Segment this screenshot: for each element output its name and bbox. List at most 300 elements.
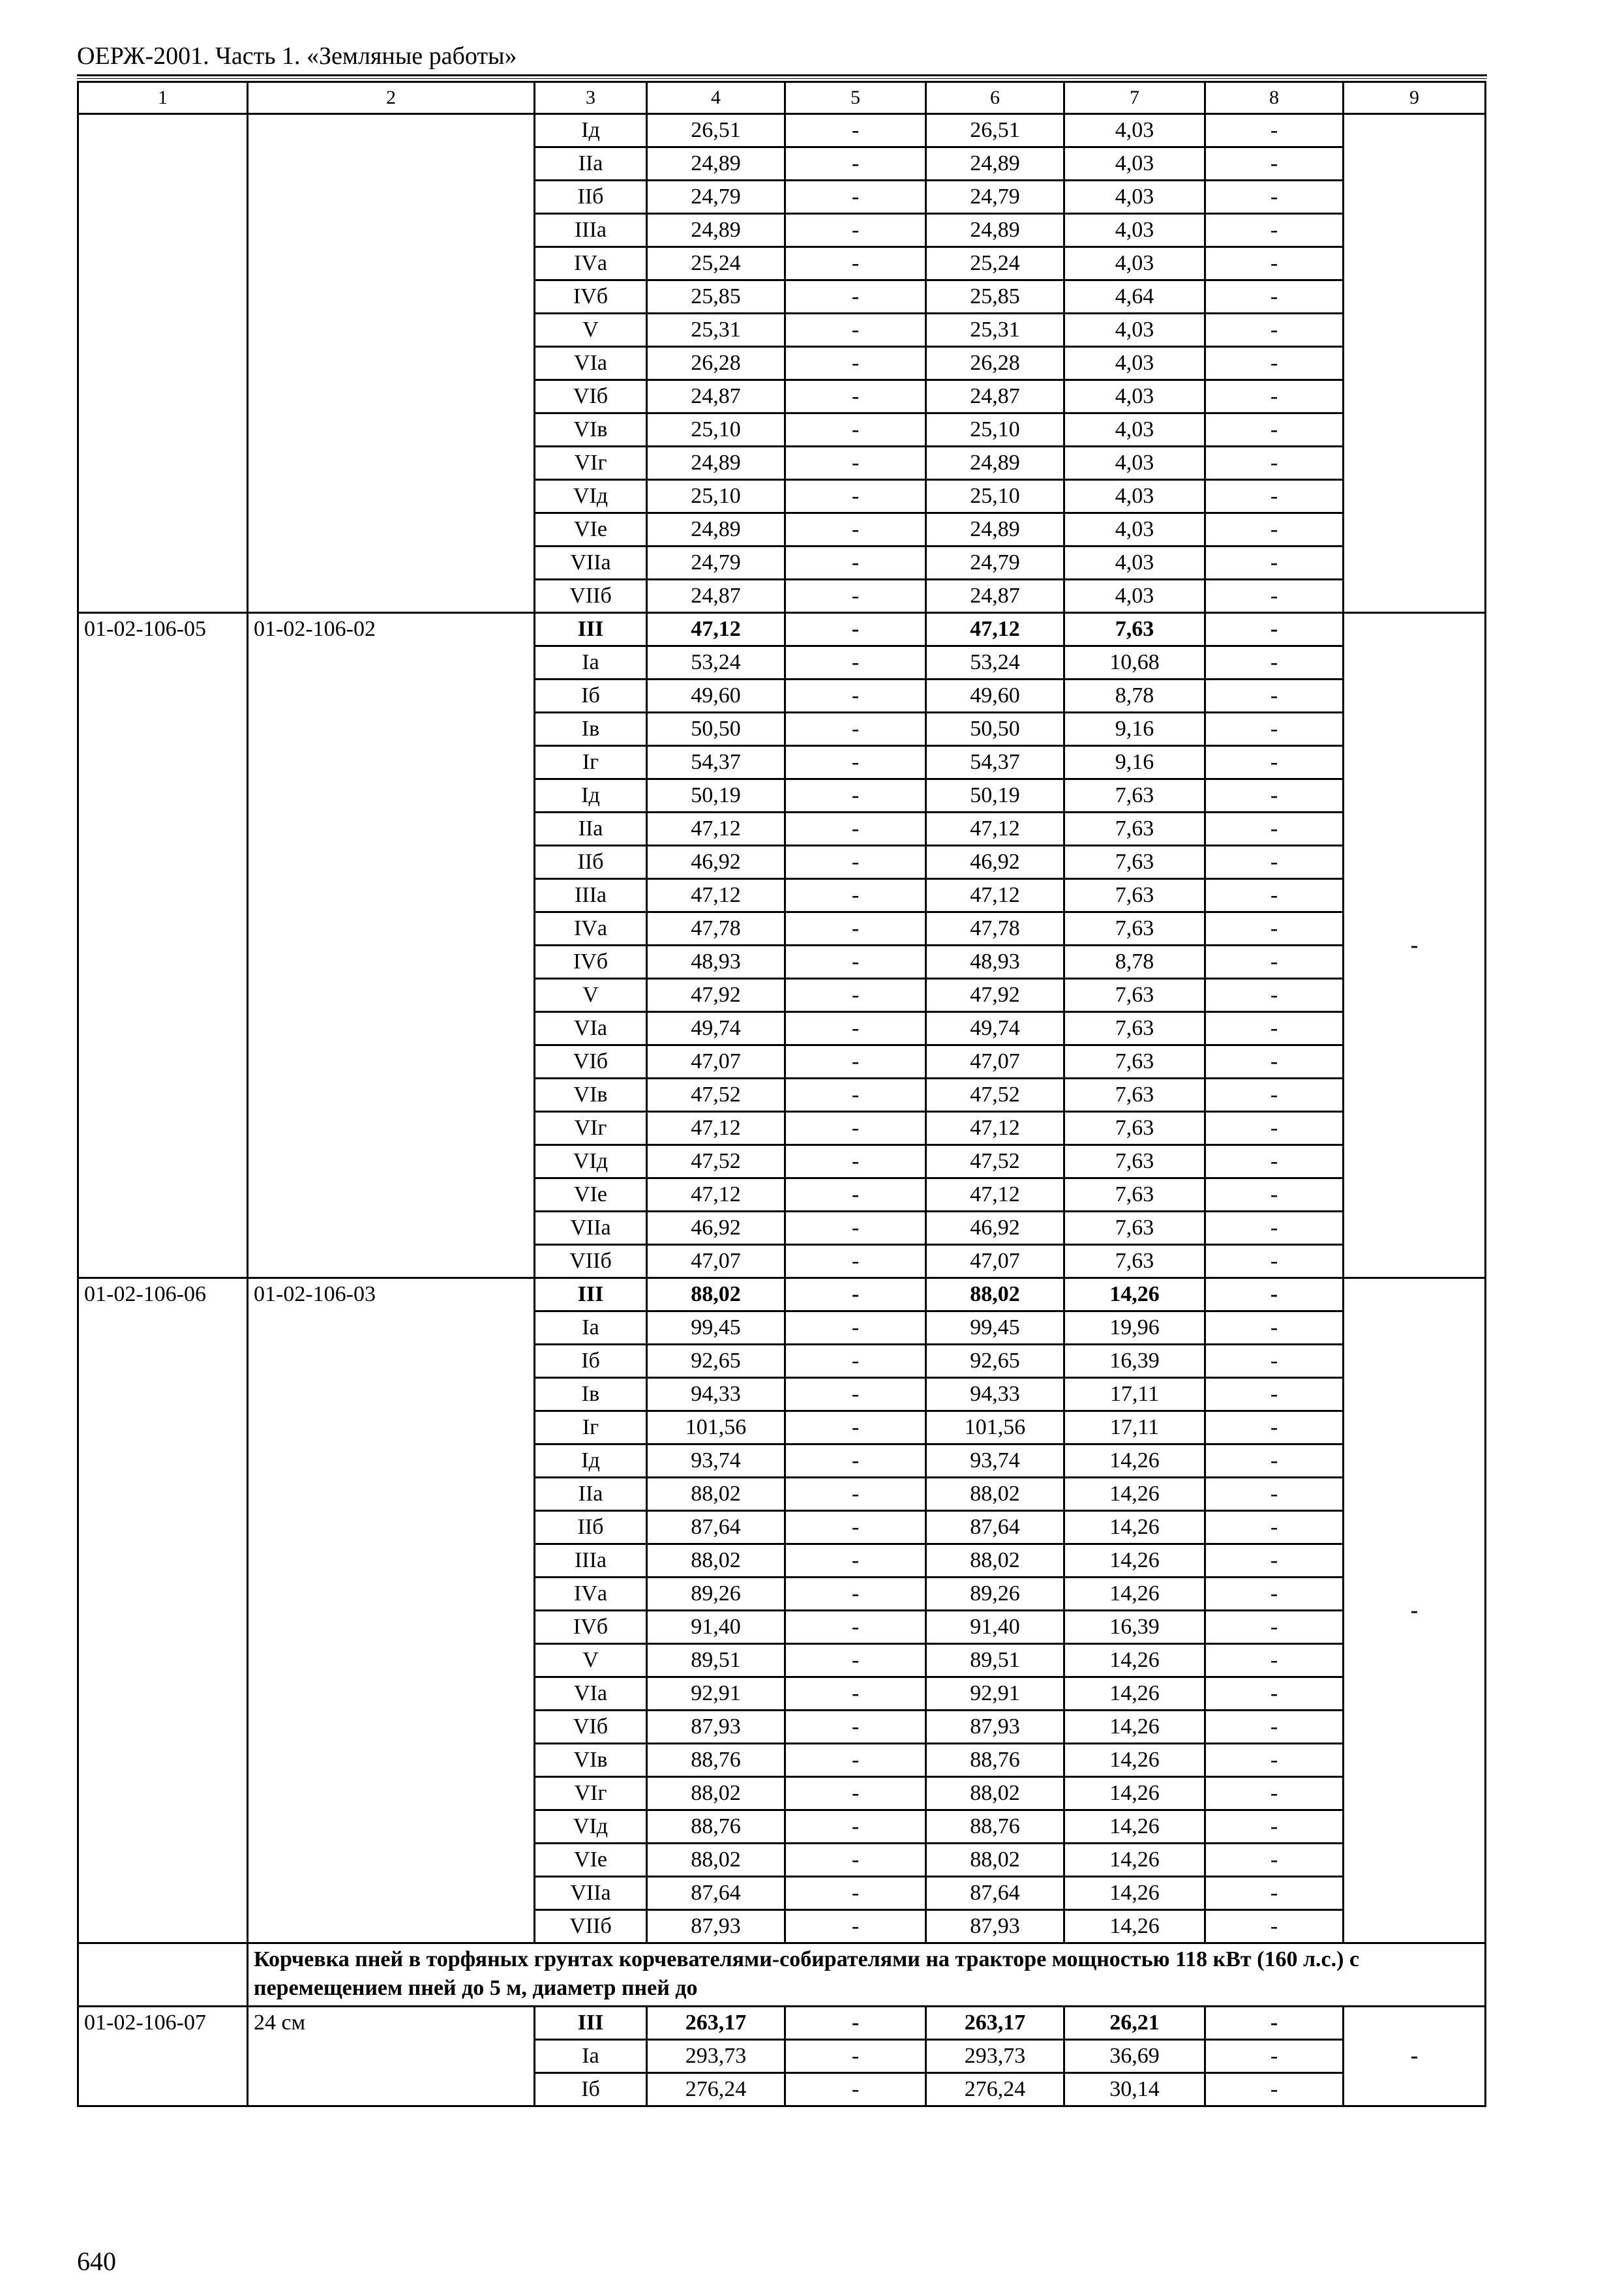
value-cell-col7: 4,03	[1064, 181, 1205, 214]
soil-group-cell: Iа	[535, 1311, 647, 1345]
value-cell-col7: 14,26	[1064, 1744, 1205, 1777]
value-cell-col8: -	[1205, 879, 1344, 912]
soil-group-cell: Iб	[535, 1345, 647, 1378]
value-cell-col8: -	[1205, 1444, 1344, 1478]
value-cell-col5: -	[785, 1245, 926, 1278]
value-cell-col5: -	[785, 1079, 926, 1112]
value-cell-col8: -	[1205, 1777, 1344, 1810]
soil-group-cell: VIIа	[535, 1212, 647, 1245]
value-cell-col5: -	[785, 746, 926, 779]
value-cell-col4: 263,17	[647, 2007, 785, 2040]
value-cell-col7: 4,03	[1064, 480, 1205, 513]
value-cell-col5: -	[785, 1744, 926, 1777]
value-cell-col5: -	[785, 613, 926, 646]
value-cell-col6: 87,64	[926, 1511, 1064, 1544]
value-cell-col5: -	[785, 646, 926, 680]
value-cell-col4: 24,87	[647, 380, 785, 413]
soil-group-cell: VIIб	[535, 1245, 647, 1278]
value-cell-col7: 4,03	[1064, 247, 1205, 280]
soil-group-cell: VIд	[535, 1810, 647, 1844]
value-cell-col7: 14,26	[1064, 1711, 1205, 1744]
column-number-row	[78, 82, 1486, 114]
value-cell-col5: -	[785, 1145, 926, 1178]
value-cell-col7: 8,78	[1064, 946, 1205, 979]
soil-group-cell: Iв	[535, 713, 647, 746]
value-cell-col5: -	[785, 1611, 926, 1644]
value-cell-col8: -	[1205, 1544, 1344, 1578]
value-cell-col8: -	[1205, 247, 1344, 280]
rate-code-cell: 01-02-106-05	[78, 613, 248, 1278]
value-cell-col4: 47,78	[647, 912, 785, 946]
value-cell-col8: -	[1205, 413, 1344, 447]
value-cell-col6: 47,92	[926, 979, 1064, 1012]
value-cell-col5: -	[785, 1045, 926, 1079]
value-cell-col8: -	[1205, 480, 1344, 513]
value-cell-col8: -	[1205, 779, 1344, 813]
value-cell-col6: 47,12	[926, 613, 1064, 646]
value-cell-col8: -	[1205, 347, 1344, 380]
value-cell-col8: -	[1205, 1345, 1344, 1378]
value-cell-col5: -	[785, 1012, 926, 1045]
soil-group-cell: III	[535, 2007, 647, 2040]
value-cell-col5: -	[785, 979, 926, 1012]
value-cell-col5: -	[785, 1844, 926, 1877]
value-cell-col4: 24,89	[647, 214, 785, 247]
value-cell-col5: -	[785, 2040, 926, 2073]
value-cell-col4: 93,74	[647, 1444, 785, 1478]
value-cell-col6: 47,52	[926, 1079, 1064, 1112]
value-cell-col4: 49,60	[647, 680, 785, 713]
value-cell-col7: 26,21	[1064, 2007, 1205, 2040]
value-cell-col5: -	[785, 280, 926, 314]
value-cell-col6: 25,24	[926, 247, 1064, 280]
value-cell-col8: -	[1205, 846, 1344, 879]
value-cell-col6: 50,50	[926, 713, 1064, 746]
table-row	[78, 114, 1486, 147]
value-cell-col8: -	[1205, 447, 1344, 480]
value-cell-col7: 9,16	[1064, 713, 1205, 746]
value-cell-col8: -	[1205, 813, 1344, 846]
value-cell-col8: -	[1205, 713, 1344, 746]
column-number-header: 9	[1344, 82, 1486, 114]
soil-group-cell: VIIа	[535, 546, 647, 580]
value-cell-col6: 25,10	[926, 413, 1064, 447]
value-cell-col7: 7,63	[1064, 1245, 1205, 1278]
value-cell-col7: 7,63	[1064, 779, 1205, 813]
value-cell-col7: 4,03	[1064, 413, 1205, 447]
value-cell-col6: 47,12	[926, 1178, 1064, 1212]
value-cell-col7: 4,03	[1064, 214, 1205, 247]
value-cell-col5: -	[785, 214, 926, 247]
value-cell-col5: -	[785, 247, 926, 280]
soil-group-cell: Iв	[535, 1378, 647, 1411]
value-cell-col4: 47,12	[647, 613, 785, 646]
value-cell-col6: 101,56	[926, 1411, 1064, 1444]
value-cell-col5: -	[785, 1345, 926, 1378]
value-cell-col8: -	[1205, 2007, 1344, 2040]
value-cell-col4: 46,92	[647, 846, 785, 879]
value-cell-col8: -	[1205, 1677, 1344, 1711]
value-cell-col6: 26,28	[926, 347, 1064, 380]
value-cell-col6: 88,02	[926, 1544, 1064, 1578]
value-cell-col7: 7,63	[1064, 613, 1205, 646]
value-cell-col4: 47,92	[647, 979, 785, 1012]
value-cell-col6: 47,52	[926, 1145, 1064, 1178]
soil-group-cell: IIа	[535, 813, 647, 846]
value-cell-col5: -	[785, 114, 926, 147]
value-cell-col8: -	[1205, 1844, 1344, 1877]
value-cell-col7: 14,26	[1064, 1544, 1205, 1578]
value-cell-col6: 25,85	[926, 280, 1064, 314]
reference-code-cell: 24 см	[248, 2007, 535, 2106]
value-cell-col7: 14,26	[1064, 1777, 1205, 1810]
value-cell-col4: 54,37	[647, 746, 785, 779]
soil-group-cell: V	[535, 979, 647, 1012]
value-cell-col7: 4,03	[1064, 114, 1205, 147]
value-cell-col6: 91,40	[926, 1611, 1064, 1644]
page-header-title: ОЕРЖ-2001. Часть 1. «Земляные работы»	[77, 42, 517, 70]
value-cell-col7: 17,11	[1064, 1411, 1205, 1444]
value-cell-col5: -	[785, 912, 926, 946]
value-cell-col4: 49,74	[647, 1012, 785, 1045]
value-cell-col8: -	[1205, 1378, 1344, 1411]
value-cell-col4: 92,65	[647, 1345, 785, 1378]
value-cell-col4: 101,56	[647, 1411, 785, 1444]
value-cell-col8: -	[1205, 1145, 1344, 1178]
reference-code-cell: 01-02-106-02	[248, 613, 535, 1278]
header-rule-thick	[77, 74, 1487, 76]
value-cell-col4: 25,85	[647, 280, 785, 314]
value-cell-col8: -	[1205, 1611, 1344, 1644]
soil-group-cell: Iд	[535, 779, 647, 813]
value-cell-col5: -	[785, 879, 926, 912]
value-cell-col4: 88,02	[647, 1278, 785, 1311]
table-row	[78, 1278, 1486, 1311]
section-title: Корчевка пней в торфяных грунтах корчевателями-собирателями на тракторе мощностью 118 кВт (160 л.с.) с перемещением пней до 5 м, диаметр пней до	[248, 1943, 1486, 2007]
value-cell-col5: -	[785, 813, 926, 846]
value-cell-col6: 89,51	[926, 1644, 1064, 1677]
value-cell-col9	[1344, 114, 1486, 613]
value-cell-col7: 4,03	[1064, 513, 1205, 546]
value-cell-col7: 14,26	[1064, 1511, 1205, 1544]
soil-group-cell: VIб	[535, 1045, 647, 1079]
value-cell-col7: 4,03	[1064, 447, 1205, 480]
value-cell-col6: 87,64	[926, 1877, 1064, 1910]
value-cell-col6: 92,91	[926, 1677, 1064, 1711]
table-row	[78, 613, 1486, 646]
value-cell-col4: 24,89	[647, 447, 785, 480]
value-cell-col6: 263,17	[926, 2007, 1064, 2040]
value-cell-col8: -	[1205, 1810, 1344, 1844]
value-cell-col8: -	[1205, 1079, 1344, 1112]
value-cell-col7: 4,03	[1064, 314, 1205, 347]
value-cell-col7: 14,26	[1064, 1644, 1205, 1677]
value-cell-col5: -	[785, 713, 926, 746]
value-cell-col4: 87,64	[647, 1511, 785, 1544]
value-cell-col8: -	[1205, 546, 1344, 580]
value-cell-col6: 88,76	[926, 1810, 1064, 1844]
soil-group-cell: IVа	[535, 912, 647, 946]
value-cell-col8: -	[1205, 280, 1344, 314]
value-cell-col4: 92,91	[647, 1677, 785, 1711]
value-cell-col4: 53,24	[647, 646, 785, 680]
value-cell-col5: -	[785, 2007, 926, 2040]
value-cell-col6: 94,33	[926, 1378, 1064, 1411]
soil-group-cell: Iд	[535, 114, 647, 147]
value-cell-col8: -	[1205, 1478, 1344, 1511]
value-cell-col6: 276,24	[926, 2073, 1064, 2106]
value-cell-col8: -	[1205, 1744, 1344, 1777]
soil-group-cell: VIв	[535, 1744, 647, 1777]
value-cell-col7: 7,63	[1064, 846, 1205, 879]
soil-group-cell: Iг	[535, 746, 647, 779]
value-cell-col9: -	[1344, 1278, 1486, 1943]
price-table	[77, 81, 1486, 2107]
value-cell-col7: 4,03	[1064, 546, 1205, 580]
value-cell-col8: -	[1205, 912, 1344, 946]
value-cell-col8: -	[1205, 513, 1344, 546]
value-cell-col8: -	[1205, 1578, 1344, 1611]
value-cell-col4: 88,76	[647, 1810, 785, 1844]
value-cell-col6: 24,79	[926, 181, 1064, 214]
value-cell-col5: -	[785, 1112, 926, 1145]
value-cell-col5: -	[785, 413, 926, 447]
column-number-header: 1	[78, 82, 248, 114]
value-cell-col7: 14,26	[1064, 1278, 1205, 1311]
soil-group-cell: IVа	[535, 1578, 647, 1611]
value-cell-col6: 26,51	[926, 114, 1064, 147]
value-cell-col5: -	[785, 1711, 926, 1744]
value-cell-col9: -	[1344, 613, 1486, 1278]
value-cell-col6: 47,12	[926, 1112, 1064, 1145]
value-cell-col6: 24,89	[926, 447, 1064, 480]
soil-group-cell: VIб	[535, 1711, 647, 1744]
value-cell-col7: 7,63	[1064, 1045, 1205, 1079]
value-cell-col7: 4,03	[1064, 347, 1205, 380]
value-cell-col4: 91,40	[647, 1611, 785, 1644]
soil-group-cell: VIIб	[535, 1910, 647, 1943]
column-number-header: 4	[647, 82, 785, 114]
value-cell-col7: 10,68	[1064, 646, 1205, 680]
value-cell-col4: 48,93	[647, 946, 785, 979]
value-cell-col4: 24,79	[647, 181, 785, 214]
value-cell-col5: -	[785, 1910, 926, 1943]
section-spacer-cell	[78, 1943, 248, 2007]
value-cell-col8: -	[1205, 746, 1344, 779]
value-cell-col5: -	[785, 1578, 926, 1611]
value-cell-col4: 89,51	[647, 1644, 785, 1677]
value-cell-col4: 88,76	[647, 1744, 785, 1777]
column-number-header: 5	[785, 82, 926, 114]
value-cell-col6: 49,60	[926, 680, 1064, 713]
rate-code-cell	[78, 114, 248, 613]
value-cell-col7: 4,03	[1064, 380, 1205, 413]
value-cell-col7: 7,63	[1064, 1012, 1205, 1045]
value-cell-col5: -	[785, 846, 926, 879]
page-number: 640	[77, 2247, 116, 2276]
value-cell-col6: 47,12	[926, 813, 1064, 846]
value-cell-col6: 47,07	[926, 1245, 1064, 1278]
value-cell-col8: -	[1205, 2040, 1344, 2073]
value-cell-col6: 99,45	[926, 1311, 1064, 1345]
value-cell-col8: -	[1205, 979, 1344, 1012]
value-cell-col8: -	[1205, 1877, 1344, 1910]
soil-group-cell: VIв	[535, 413, 647, 447]
value-cell-col5: -	[785, 1411, 926, 1444]
value-cell-col4: 25,10	[647, 480, 785, 513]
value-cell-col4: 24,79	[647, 546, 785, 580]
value-cell-col8: -	[1205, 946, 1344, 979]
soil-group-cell: VIе	[535, 1844, 647, 1877]
value-cell-col6: 24,87	[926, 380, 1064, 413]
value-cell-col5: -	[785, 513, 926, 546]
value-cell-col4: 99,45	[647, 1311, 785, 1345]
value-cell-col6: 53,24	[926, 646, 1064, 680]
value-cell-col5: -	[785, 1278, 926, 1311]
value-cell-col4: 26,28	[647, 347, 785, 380]
soil-group-cell: IVа	[535, 247, 647, 280]
soil-group-cell: Iд	[535, 1444, 647, 1478]
value-cell-col6: 89,26	[926, 1578, 1064, 1611]
value-cell-col6: 87,93	[926, 1711, 1064, 1744]
value-cell-col6: 93,74	[926, 1444, 1064, 1478]
value-cell-col5: -	[785, 1511, 926, 1544]
soil-group-cell: VIIб	[535, 580, 647, 613]
value-cell-col5: -	[785, 1311, 926, 1345]
value-cell-col6: 87,93	[926, 1910, 1064, 1943]
value-cell-col4: 47,52	[647, 1079, 785, 1112]
soil-group-cell: IIб	[535, 846, 647, 879]
value-cell-col7: 7,63	[1064, 1079, 1205, 1112]
value-cell-col5: -	[785, 480, 926, 513]
value-cell-col4: 24,89	[647, 147, 785, 181]
value-cell-col4: 26,51	[647, 114, 785, 147]
reference-code-cell	[248, 114, 535, 613]
value-cell-col4: 47,52	[647, 1145, 785, 1178]
value-cell-col8: -	[1205, 1112, 1344, 1145]
value-cell-col4: 50,19	[647, 779, 785, 813]
soil-group-cell: V	[535, 314, 647, 347]
value-cell-col7: 4,64	[1064, 280, 1205, 314]
value-cell-col7: 7,63	[1064, 1145, 1205, 1178]
value-cell-col5: -	[785, 1178, 926, 1212]
value-cell-col7: 16,39	[1064, 1345, 1205, 1378]
value-cell-col4: 47,07	[647, 1245, 785, 1278]
rate-code-cell: 01-02-106-06	[78, 1278, 248, 1943]
soil-group-cell: V	[535, 1644, 647, 1677]
value-cell-col7: 14,26	[1064, 1478, 1205, 1511]
soil-group-cell: VIг	[535, 1777, 647, 1810]
value-cell-col7: 17,11	[1064, 1378, 1205, 1411]
value-cell-col5: -	[785, 1378, 926, 1411]
value-cell-col6: 24,79	[926, 546, 1064, 580]
soil-group-cell: VIе	[535, 1178, 647, 1212]
value-cell-col4: 88,02	[647, 1777, 785, 1810]
soil-group-cell: IIб	[535, 1511, 647, 1544]
column-number-header: 8	[1205, 82, 1344, 114]
value-cell-col6: 49,74	[926, 1012, 1064, 1045]
value-cell-col7: 7,63	[1064, 1112, 1205, 1145]
value-cell-col8: -	[1205, 114, 1344, 147]
value-cell-col4: 87,64	[647, 1877, 785, 1910]
value-cell-col5: -	[785, 1677, 926, 1711]
value-cell-col7: 4,03	[1064, 147, 1205, 181]
value-cell-col6: 47,12	[926, 879, 1064, 912]
value-cell-col6: 24,89	[926, 513, 1064, 546]
value-cell-col7: 7,63	[1064, 979, 1205, 1012]
column-number-header: 3	[535, 82, 647, 114]
value-cell-col6: 293,73	[926, 2040, 1064, 2073]
value-cell-col8: -	[1205, 1245, 1344, 1278]
soil-group-cell: VIа	[535, 347, 647, 380]
table-body	[78, 82, 1486, 2106]
value-cell-col7: 7,63	[1064, 1212, 1205, 1245]
soil-group-cell: Iб	[535, 2073, 647, 2106]
value-cell-col6: 88,02	[926, 1478, 1064, 1511]
value-cell-col8: -	[1205, 181, 1344, 214]
value-cell-col7: 14,26	[1064, 1677, 1205, 1711]
value-cell-col4: 47,12	[647, 879, 785, 912]
soil-group-cell: IIIа	[535, 879, 647, 912]
value-cell-col4: 293,73	[647, 2040, 785, 2073]
soil-group-cell: IVб	[535, 1611, 647, 1644]
soil-group-cell: III	[535, 1278, 647, 1311]
value-cell-col8: -	[1205, 1910, 1344, 1943]
soil-group-cell: IIа	[535, 1478, 647, 1511]
value-cell-col6: 24,87	[926, 580, 1064, 613]
column-number-header: 6	[926, 82, 1064, 114]
value-cell-col4: 25,31	[647, 314, 785, 347]
value-cell-col7: 19,96	[1064, 1311, 1205, 1345]
value-cell-col5: -	[785, 779, 926, 813]
soil-group-cell: IIб	[535, 181, 647, 214]
value-cell-col7: 9,16	[1064, 746, 1205, 779]
value-cell-col5: -	[785, 2073, 926, 2106]
value-cell-col4: 24,87	[647, 580, 785, 613]
value-cell-col6: 88,02	[926, 1844, 1064, 1877]
soil-group-cell: VIг	[535, 1112, 647, 1145]
value-cell-col6: 24,89	[926, 214, 1064, 247]
value-cell-col5: -	[785, 147, 926, 181]
value-cell-col7: 14,26	[1064, 1444, 1205, 1478]
value-cell-col4: 88,02	[647, 1544, 785, 1578]
value-cell-col8: -	[1205, 1278, 1344, 1311]
soil-group-cell: Iб	[535, 680, 647, 713]
value-cell-col6: 47,07	[926, 1045, 1064, 1079]
soil-group-cell: Iа	[535, 2040, 647, 2073]
value-cell-col7: 30,14	[1064, 2073, 1205, 2106]
soil-group-cell: IIа	[535, 147, 647, 181]
value-cell-col5: -	[785, 314, 926, 347]
header-rule-thin	[77, 78, 1487, 79]
soil-group-cell: IVб	[535, 946, 647, 979]
value-cell-col6: 88,02	[926, 1278, 1064, 1311]
value-cell-col8: -	[1205, 1045, 1344, 1079]
value-cell-col4: 276,24	[647, 2073, 785, 2106]
column-number-header: 2	[248, 82, 535, 114]
value-cell-col6: 54,37	[926, 746, 1064, 779]
value-cell-col6: 46,92	[926, 1212, 1064, 1245]
value-cell-col7: 14,26	[1064, 1578, 1205, 1611]
value-cell-col4: 46,92	[647, 1212, 785, 1245]
value-cell-col6: 25,31	[926, 314, 1064, 347]
value-cell-col5: -	[785, 1478, 926, 1511]
value-cell-col6: 25,10	[926, 480, 1064, 513]
value-cell-col5: -	[785, 580, 926, 613]
soil-group-cell: IIIа	[535, 1544, 647, 1578]
value-cell-col4: 47,07	[647, 1045, 785, 1079]
soil-group-cell: VIд	[535, 480, 647, 513]
